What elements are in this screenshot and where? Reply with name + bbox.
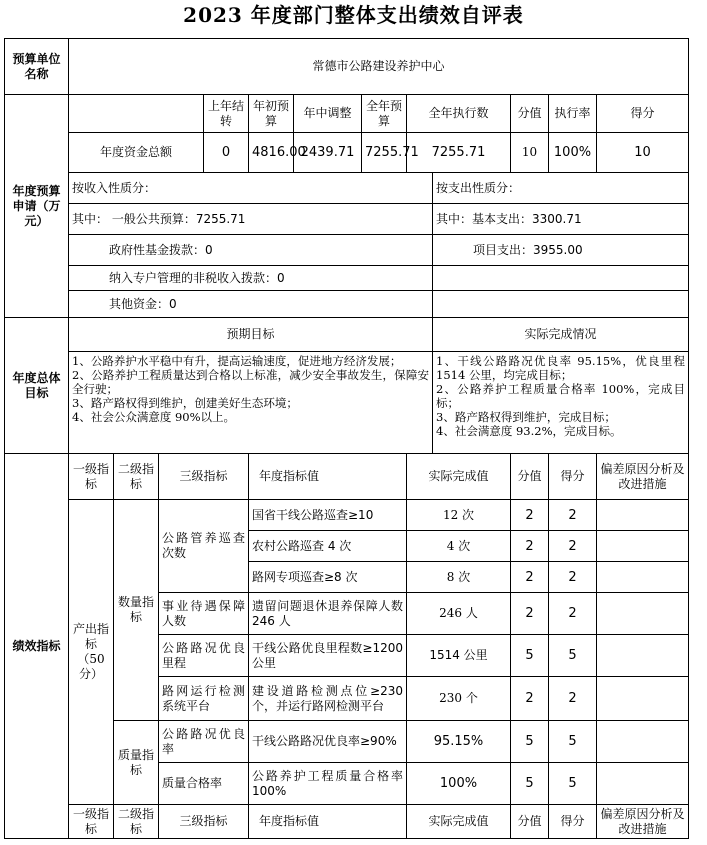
income-other: 其他资金：0 [69, 291, 433, 318]
target-cell: 公路养护工程质量合格率100% [249, 763, 407, 805]
header-carryover: 上年结转 [204, 95, 249, 133]
target-cell: 干线公路优良里程数≥1200 公里 [249, 635, 407, 677]
actual-cell: 95.15% [407, 721, 511, 763]
deviation-cell [597, 763, 689, 805]
target-cell: 路网专项巡查≥8 次 [249, 562, 407, 593]
header-mid-adjust: 年中调整 [294, 95, 362, 133]
actual-cell: 100% [407, 763, 511, 805]
perf-header-deviation: 偏差原因分析及改进措施 [597, 454, 689, 500]
header-annual-budget: 全年预算 [362, 95, 407, 133]
income-nontax: 纳入专户管理的非税收入拨款：0 [69, 266, 433, 291]
deviation-cell [597, 635, 689, 677]
unit-label: 预算单位名称 [5, 39, 69, 95]
target-cell: 农村公路巡查 4 次 [249, 531, 407, 562]
actual-cell: 4 次 [407, 531, 511, 562]
score-value: 10 [511, 133, 549, 173]
actual-status-header: 实际完成情况 [433, 318, 689, 352]
income-general-budget: 其中： 一般公共预算：7255.71 [69, 204, 433, 235]
budget-section-label: 年度预算申请（万元） [5, 95, 69, 318]
header-score: 得分 [597, 95, 689, 133]
expense-basic: 其中：基本支出：3300.71 [433, 204, 689, 235]
level1-output: 产出指标（50分） [69, 500, 114, 805]
perf-header-got-repeat: 得分 [549, 805, 597, 839]
level2-quantity: 数量指标 [114, 500, 159, 721]
level3-staff: 事业待遇保障人数 [159, 593, 249, 635]
score-cell: 2 [511, 531, 549, 562]
performance-section-label: 绩效指标 [5, 454, 69, 839]
expense-by-nature-label: 按支出性质分： [433, 173, 689, 204]
expected-goals-header: 预期目标 [69, 318, 433, 352]
annual-fund-total-label: 年度资金总额 [69, 133, 204, 173]
evaluation-table [4, 38, 689, 839]
exec-rate-value: 100% [549, 133, 597, 173]
score-cell: 5 [511, 763, 549, 805]
got-cell: 2 [549, 593, 597, 635]
level2-quality: 质量指标 [114, 721, 159, 805]
perf-header-actual: 实际完成值 [407, 454, 511, 500]
header-executed: 全年执行数 [407, 95, 511, 133]
perf-header-level3-repeat: 三级指标 [159, 805, 249, 839]
initial-budget-value: 4816.00 [249, 133, 294, 173]
unit-value: 常德市公路建设养护中心 [69, 39, 689, 95]
target-cell: 建设道路检测点位≥230 个，并运行路网检测平台 [249, 677, 407, 721]
perf-header-level1: 一级指标 [69, 454, 114, 500]
target-cell: 国省干线公路巡查≥10 [249, 500, 407, 531]
header-score-value: 分值 [511, 95, 549, 133]
perf-header-target-repeat: 年度指标值 [249, 805, 407, 839]
perf-header-score: 分值 [511, 454, 549, 500]
level3-excellent-rate: 公路路况优良率 [159, 721, 249, 763]
actual-cell: 246 人 [407, 593, 511, 635]
income-by-nature-label: 按收入性质分： [69, 173, 433, 204]
mid-adjust-value: 2439.71 [294, 133, 362, 173]
perf-header-got: 得分 [549, 454, 597, 500]
deviation-cell [597, 721, 689, 763]
header-exec-rate: 执行率 [549, 95, 597, 133]
actual-cell: 8 次 [407, 562, 511, 593]
got-cell: 2 [549, 677, 597, 721]
score-cell: 5 [511, 635, 549, 677]
level3-platform: 路网运行检测系统平台 [159, 677, 249, 721]
perf-header-level3: 三级指标 [159, 454, 249, 500]
deviation-cell [597, 593, 689, 635]
expense-project: 项目支出：3955.00 [433, 235, 689, 266]
level3-mileage: 公路路况优良里程 [159, 635, 249, 677]
score-cell: 2 [511, 677, 549, 721]
perf-header-level2-repeat: 二级指标 [114, 805, 159, 839]
got-cell: 5 [549, 635, 597, 677]
deviation-cell [597, 531, 689, 562]
deviation-cell [597, 500, 689, 531]
expected-goals-text: 1、公路养护水平稳中有升，提高运输速度，促进地方经济发展； 2、公路养护工程质量达到合格以上标准，减少安全事故发生，保障安全行驶； 3、路产路权得到维护，创建美好生态环境； 4、社会公众满意度 90%以上。 [69, 352, 433, 454]
score-cell: 2 [511, 500, 549, 531]
got-cell: 2 [549, 562, 597, 593]
carryover-value: 0 [204, 133, 249, 173]
perf-header-level1-repeat: 一级指标 [69, 805, 114, 839]
actual-cell: 12 次 [407, 500, 511, 531]
perf-header-score-repeat: 分值 [511, 805, 549, 839]
got-cell: 2 [549, 531, 597, 562]
page-title: 2023 年度部门整体支出绩效自评表 [183, 3, 524, 27]
actual-cell: 1514 公里 [407, 635, 511, 677]
perf-header-level2: 二级指标 [114, 454, 159, 500]
deviation-cell [597, 677, 689, 721]
got-cell: 5 [549, 721, 597, 763]
level3-patrol: 公路管养巡查次数 [159, 500, 249, 593]
actual-cell: 230 个 [407, 677, 511, 721]
income-gov-fund: 政府性基金拨款：0 [69, 235, 433, 266]
deviation-cell [597, 562, 689, 593]
executed-value: 7255.71 [407, 133, 511, 173]
got-cell: 2 [549, 500, 597, 531]
perf-header-actual-repeat: 实际完成值 [407, 805, 511, 839]
score-cell: 2 [511, 593, 549, 635]
perf-header-deviation-repeat: 偏差原因分析及改进措施 [597, 805, 689, 839]
score-got-value: 10 [597, 133, 689, 173]
perf-header-target: 年度指标值 [249, 454, 407, 500]
target-cell: 遗留问题退休退养保障人数 246 人 [249, 593, 407, 635]
level3-pass-rate: 质量合格率 [159, 763, 249, 805]
actual-status-text: 1、干线公路路况优良率 95.15%，优良里程 1514 公里，均完成目标； 2、公路养护工程质量合格率 100%，完成目标； 3、路产路权得到维护，完成目标； 4、社会满意度 93.2%，完成目标。 [433, 352, 689, 454]
score-cell: 5 [511, 721, 549, 763]
target-cell: 干线公路路况优良率≥90% [249, 721, 407, 763]
header-initial-budget: 年初预算 [249, 95, 294, 133]
goals-section-label: 年度总体目标 [5, 318, 69, 454]
annual-budget-value: 7255.71 [362, 133, 407, 173]
got-cell: 5 [549, 763, 597, 805]
score-cell: 2 [511, 562, 549, 593]
